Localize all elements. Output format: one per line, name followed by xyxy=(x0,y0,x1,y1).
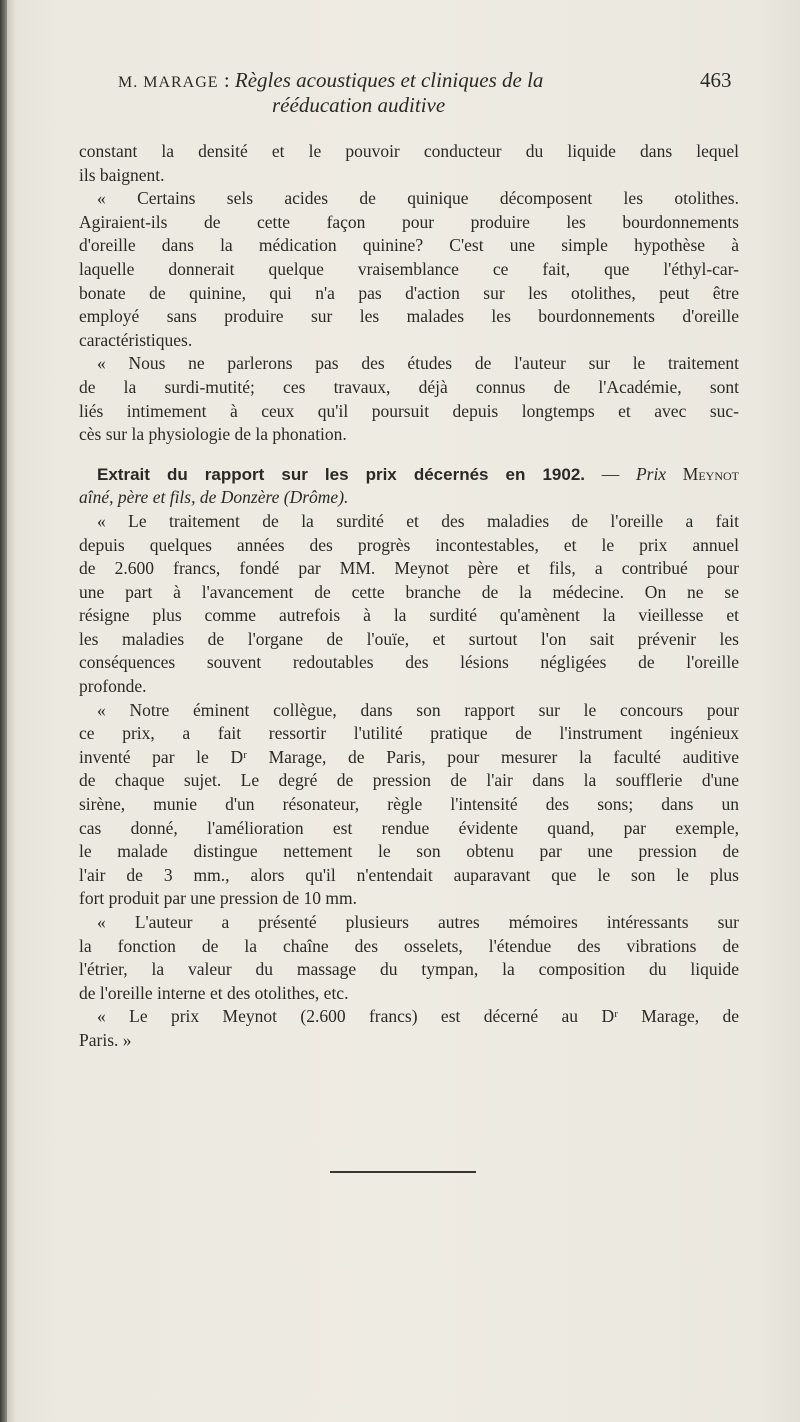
running-head-separator: : xyxy=(218,68,235,92)
section-heading: Extrait du rapport sur les prix décernés en 1902. xyxy=(97,464,585,484)
text-line: cès sur la physiologie de la phonation. xyxy=(79,424,347,445)
text-line: bonate de quinine, qui n'a pas d'action sur les otolithes, peut être xyxy=(79,282,739,303)
text-line: « Le traitement de la surdité et des maladies de l'oreille a fait xyxy=(97,510,739,531)
prize-prefix: Prix xyxy=(635,463,667,484)
text-line: les maladies de l'organe de l'ouïe, et surtout l'on sait prévenir les xyxy=(79,628,739,649)
text-line: conséquences souvent redoutables des lésions négligées de l'oreille xyxy=(79,652,739,673)
text-line: laquelle donnerait quelque vraisemblance ce fait, que l'éthyl-car- xyxy=(79,258,739,279)
text-line: profonde. xyxy=(79,676,147,697)
prize-name: Meynot xyxy=(682,463,740,484)
text-line: depuis quelques années des progrès incontestables, et le prix annuel xyxy=(79,534,739,555)
text-line: le malade distingue nettement le son obtenu par une pression de xyxy=(79,841,739,862)
text-line: l'air de 3 mm., alors qu'il n'entendait auparavant que le son le plus xyxy=(79,864,739,885)
running-head-title-line1: Règles acoustiques et cliniques de la xyxy=(234,68,544,92)
text-line: de chaque sujet. Le degré de pression de l'air dans la soufflerie d'une xyxy=(79,770,739,791)
text-line: liés intimement à ceux qu'il poursuit depuis longtemps et avec suc- xyxy=(79,400,739,421)
text-line: d'oreille dans la médication quinine? C'est une simple hypothèse à xyxy=(79,235,739,256)
body-text xyxy=(79,140,739,1053)
prize-subtitle: aîné, père et fils, de Donzère (Drôme). xyxy=(79,487,349,508)
text-line: résigne plus comme autrefois à la surdité qu'amènent la vieillesse et xyxy=(79,605,739,626)
section-dash: — xyxy=(585,463,636,484)
page-number: 463 xyxy=(700,68,732,92)
text-line: une part à l'avancement de cette branche de la médecine. On ne se xyxy=(79,581,739,602)
text-line: l'étrier, la valeur du massage du tympan, la composition du liquide xyxy=(79,959,739,980)
text-line: de 2.600 francs, fondé par MM. Meynot père et fils, a contribué pour xyxy=(79,558,739,579)
text-line: Agiraient-ils de cette façon pour produire les bourdonnements xyxy=(79,211,739,232)
running-header xyxy=(0,68,800,128)
running-head-line1 xyxy=(118,68,543,95)
text-line: la fonction de la chaîne des osselets, l'étendue des vibrations de xyxy=(79,935,739,956)
text-line: « Nous ne parlerons pas des études de l'auteur sur le traitement xyxy=(97,353,739,374)
page-spine-shadow xyxy=(0,0,7,1422)
text-line: cas donné, l'amélioration est rendue évidente quand, par exemple, xyxy=(79,817,739,838)
text-line: de l'oreille interne et des otolithes, etc. xyxy=(79,982,349,1003)
section-heading-line xyxy=(79,463,739,487)
text-line: « Le prix Meynot (2.600 francs) est décerné au Dʳ Marage, de xyxy=(97,1006,739,1027)
closing-rule xyxy=(330,1171,476,1173)
text-line: fort produit par une pression de 10 mm. xyxy=(79,888,358,909)
text-line: constant la densité et le pouvoir conducteur du liquide dans lequel xyxy=(79,141,739,161)
text-line: employé sans produire sur les malades les bourdonnements d'oreille xyxy=(79,306,739,327)
text-line: « Certains sels acides de quinique décomposent les otolithes. xyxy=(97,188,739,209)
text-line: « L'auteur a présenté plusieurs autres mémoires intéressants sur xyxy=(97,912,739,932)
text-line: « Notre éminent collègue, dans son rapport sur le concours pour xyxy=(97,699,739,720)
text-line: de la surdi-mutité; ces travaux, déjà connus de l'Académie, sont xyxy=(79,376,739,397)
text-line: Paris. » xyxy=(79,1029,132,1050)
section-gap xyxy=(79,447,739,463)
text-line: caractéristiques. xyxy=(79,329,193,350)
running-head-title-line2: rééducation auditive xyxy=(272,93,446,117)
text-line: ce prix, a fait ressortir l'utilité pratique de l'instrument ingénieux xyxy=(79,723,739,744)
text-line: ils baignent. xyxy=(79,164,165,185)
running-head-author: M. MARAGE xyxy=(118,74,219,91)
text-line: inventé par le Dʳ Marage, de Paris, pour mesurer la faculté auditive xyxy=(79,746,739,767)
text-line: sirène, munie d'un résonateur, règle l'intensité des sons; dans un xyxy=(79,794,739,815)
